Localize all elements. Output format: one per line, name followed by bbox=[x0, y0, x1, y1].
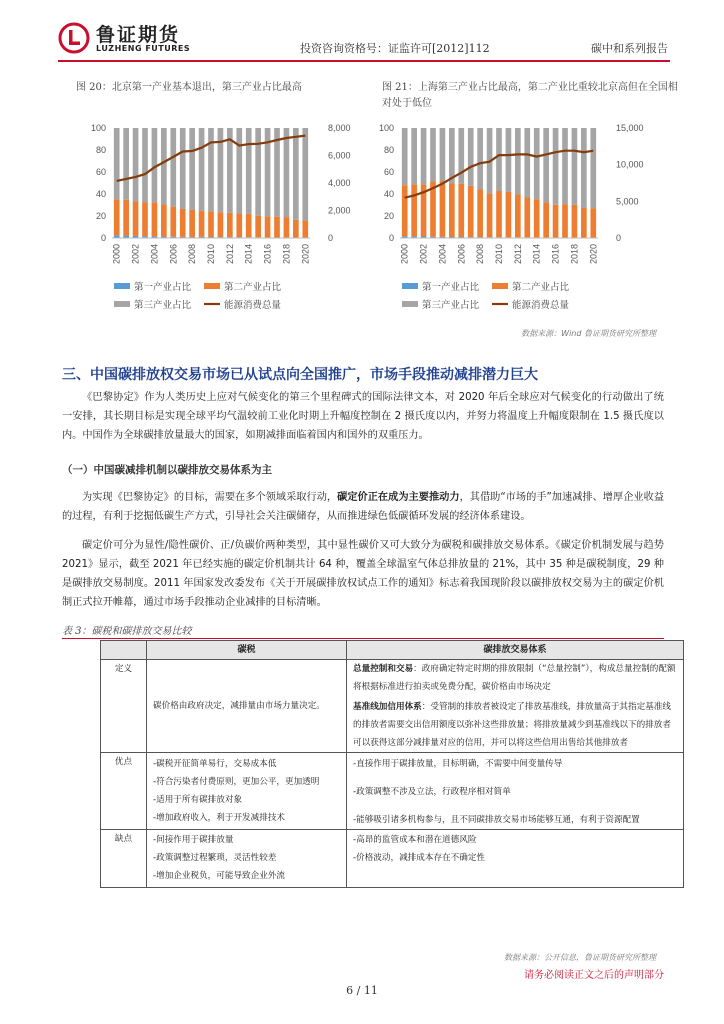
company-logo bbox=[58, 20, 208, 60]
list-item: -政策调整不涉及立法，行政程序相对简单 bbox=[353, 787, 511, 797]
legend-label: 第三产业占比 bbox=[134, 300, 192, 311]
bar-segment bbox=[449, 184, 455, 237]
x-tick-label: 2012 bbox=[224, 244, 235, 265]
bar-segment bbox=[180, 128, 186, 209]
page-number: 6 / 11 bbox=[346, 984, 378, 997]
bar-segment bbox=[161, 128, 167, 204]
bar-segment bbox=[506, 128, 512, 192]
x-tick-label: 2014 bbox=[243, 244, 254, 265]
legend-label: 第二产业占比 bbox=[224, 282, 282, 293]
x-tick-label: 2020 bbox=[300, 244, 311, 265]
bar-segment bbox=[590, 208, 596, 237]
subsection-heading: （一）中国碳减排机制以碳排放交易体系为主 bbox=[62, 464, 272, 476]
row-label-advantages: 优点 bbox=[101, 753, 147, 830]
bar-segment bbox=[246, 128, 252, 214]
cell-advantages-ets bbox=[347, 753, 684, 830]
y-right-tick-label: 5,000 bbox=[616, 196, 639, 207]
y-right-tick-label: 10,000 bbox=[616, 159, 644, 170]
y-left-tick-label: 40 bbox=[95, 189, 106, 199]
bar-segment bbox=[496, 191, 502, 237]
bar-segment bbox=[161, 204, 167, 236]
bar-segment bbox=[189, 128, 195, 210]
y-left-tick-label: 40 bbox=[383, 189, 394, 199]
x-tick-label: 2010 bbox=[206, 244, 216, 265]
legend-label: 第一产业占比 bbox=[134, 282, 192, 293]
list-item: -高昂的监管成本和潜在道德风险 bbox=[353, 835, 477, 845]
bar-segment bbox=[515, 128, 521, 195]
bar-segment bbox=[572, 128, 578, 205]
x-tick-label: 2012 bbox=[512, 244, 523, 265]
list-item: -符合污染者付费原则，更加公平，更加透明 bbox=[153, 777, 320, 787]
bar-segment bbox=[142, 128, 148, 202]
bar-segment bbox=[581, 128, 587, 208]
paragraph-carbon-price-types: 碳定价可分为显性/隐性碳价、正/负碳价两种类型，其中显性碳价又可大致分为碳税和碳排放交易体系。《碳定价机制发展与趋势 2021》显示，截至 2021 年已经实施的碳定价机制共计 64 种，覆盖全球温室气体总排放量的 21%，其中 35 种是碳税制度，29 种是碳排放交易制度。2011 年国家发改委发布《关于开展碳排放权试点工作的通知》标志着我国现阶段以碳排放权交易为主的碳定价机制正式拉开帷幕，通过市场手段推动企业减排的目标清晰。 bbox=[62, 540, 664, 608]
y-right-tick-label: 2,000 bbox=[328, 205, 351, 216]
row-label-definition: 定义 bbox=[101, 660, 147, 753]
bar-segment bbox=[114, 128, 120, 199]
bar-segment bbox=[562, 204, 568, 238]
logo-chinese-name: 鲁证期货 bbox=[96, 24, 181, 46]
table-header-empty bbox=[101, 641, 147, 660]
bar-segment bbox=[114, 199, 120, 235]
legend-label: 能源消费总量 bbox=[512, 300, 570, 311]
ets-cap-and-trade-term: 总量控制和交易 bbox=[353, 664, 414, 674]
bar-segment bbox=[449, 128, 455, 184]
bar-segment bbox=[133, 128, 139, 201]
table-top-rule bbox=[62, 638, 664, 639]
paragraph-paris-agreement: 《巴黎协定》作为人类历史上应对气候变化的第三个里程碑式的国际法律文本，对 2020 年后全球应对气候变化的行动做出了统一安排，其长期目标是实现全球平均气温较前工业化时期上升幅度控制在 2 摄氏度以内，并努力将温度上升幅度限制在 1.5 摄氏度以内。中国作为全球碳排放量最大的国家，如期减排面临着国内和国外的双重压力。 bbox=[62, 392, 664, 441]
bar-segment bbox=[562, 128, 568, 204]
bar-segment bbox=[458, 128, 464, 184]
ets-cap-and-trade-text: ：政府确定特定时期的排放限制（“总量控制”），构成总量控制的配额将根据标准进行拍卖或免费分配，碳价格由市场决定 bbox=[353, 664, 676, 692]
cell-definition-tax: 碳价格由政府决定，减排量由市场力量决定。 bbox=[147, 660, 347, 753]
header-divider bbox=[58, 60, 670, 62]
figure-20-chart bbox=[84, 118, 366, 322]
table-row-definition bbox=[101, 660, 684, 753]
y-right-tick-label: 0 bbox=[328, 233, 334, 243]
bar-segment bbox=[515, 195, 521, 238]
y-right-tick-label: 0 bbox=[616, 233, 622, 243]
license-number: 投资咨询资格号：证监许可[2012]112 bbox=[300, 42, 490, 55]
logo-english-name: LUZHENG FUTURES bbox=[96, 44, 191, 53]
bar-segment bbox=[236, 128, 242, 213]
bar-segment bbox=[284, 217, 290, 237]
list-item: -适用于所有碳排放对象 bbox=[153, 795, 243, 805]
cell-disadvantages-tax bbox=[147, 830, 347, 888]
row-label-disadvantages: 缺点 bbox=[101, 830, 147, 888]
bar-segment bbox=[553, 205, 559, 238]
bar-segment bbox=[227, 213, 233, 237]
list-item: -价格波动，减排成本存在不确定性 bbox=[353, 853, 486, 863]
y-left-tick-label: 60 bbox=[95, 167, 106, 177]
bar-segment bbox=[152, 202, 158, 236]
report-series-name: 碳中和系列报告 bbox=[591, 42, 668, 55]
bar-segment bbox=[236, 213, 242, 237]
bar-segment bbox=[189, 210, 195, 237]
x-tick-label: 2020 bbox=[588, 244, 599, 265]
bar-segment bbox=[421, 128, 427, 184]
x-tick-label: 2008 bbox=[475, 244, 486, 265]
bar-segment bbox=[284, 128, 290, 217]
bar-segment bbox=[402, 128, 408, 185]
legend-swatch bbox=[402, 301, 418, 307]
legend-label: 第二产业占比 bbox=[512, 282, 570, 293]
ets-baseline-credit-term: 基准线加信用体系 bbox=[353, 702, 422, 712]
x-tick-label: 2016 bbox=[550, 244, 561, 265]
figure-20-caption: 图 20：北京第一产业基本退出，第三产业占比最高 bbox=[76, 82, 302, 93]
x-tick-label: 2018 bbox=[569, 244, 580, 265]
legend-swatch bbox=[402, 283, 418, 289]
list-item: -直接作用于碳排放量，目标明确，不需要中间变量传导 bbox=[353, 759, 563, 769]
bar-segment bbox=[199, 128, 205, 211]
y-right-tick-label: 15,000 bbox=[616, 123, 644, 133]
y-left-tick-label: 60 bbox=[383, 167, 394, 177]
y-left-tick-label: 80 bbox=[95, 145, 106, 155]
table-row-disadvantages bbox=[101, 830, 684, 888]
para2-bold-text: 碳定价正在成为主要推动力 bbox=[337, 492, 460, 503]
x-tick-label: 2006 bbox=[168, 244, 179, 265]
bar-segment bbox=[411, 128, 417, 184]
y-right-tick-label: 6,000 bbox=[328, 150, 351, 161]
bar-segment bbox=[133, 201, 139, 236]
bar-segment bbox=[199, 211, 205, 237]
ets-definition-baseline-credit bbox=[353, 698, 677, 752]
list-item: -碳税开征简单易行，交易成本低 bbox=[153, 759, 277, 769]
bar-segment bbox=[440, 128, 446, 181]
bar-segment bbox=[274, 217, 280, 238]
list-item: -增加政府收入，利于开发减排技术 bbox=[153, 813, 286, 823]
ets-definition-cap-and-trade bbox=[353, 660, 677, 696]
bar-segment bbox=[543, 128, 549, 203]
x-tick-label: 2002 bbox=[130, 244, 141, 265]
list-item: -政策调整过程繁琐，灵活性较差 bbox=[153, 853, 277, 863]
y-right-tick-label: 8,000 bbox=[328, 123, 351, 133]
x-tick-label: 2018 bbox=[281, 244, 292, 265]
x-tick-label: 2004 bbox=[437, 244, 448, 265]
legend-swatch bbox=[492, 283, 508, 289]
ets-baseline-credit-text: ：受管制的排放者被设定了排放基准线，排放量高于其指定基准线的排放者需要交出信用额度以弥补这些排放量；将排放量减少到基准线以下的排放者可以获得这部分减排量对应的信用，并可以将这些信用出售给其他排放者 bbox=[353, 702, 671, 748]
bar-segment bbox=[477, 128, 483, 189]
bar-segment bbox=[411, 184, 417, 236]
paragraph-carbon-pricing bbox=[62, 488, 664, 526]
bar-segment bbox=[440, 181, 446, 237]
bar-segment bbox=[302, 220, 308, 237]
bar-segment bbox=[255, 128, 261, 216]
legend-swatch bbox=[204, 283, 220, 289]
bar-segment bbox=[487, 193, 493, 237]
bar-segment bbox=[142, 202, 148, 236]
disclaimer-note: 请务必阅读正文之后的声明部分 bbox=[524, 970, 664, 981]
legend-label: 第一产业占比 bbox=[422, 282, 480, 293]
figure-21-chart bbox=[372, 118, 654, 322]
list-item: -间接作用于碳排放量 bbox=[153, 835, 234, 845]
bar-segment bbox=[581, 208, 587, 238]
legend-swatch bbox=[114, 301, 130, 307]
bar-segment bbox=[506, 192, 512, 237]
y-left-tick-label: 100 bbox=[378, 123, 394, 133]
table-header-row bbox=[101, 641, 684, 660]
para2-text-a: 为实现《巴黎协定》的目标，需要在多个领域采取行动， bbox=[82, 492, 338, 503]
y-left-tick-label: 0 bbox=[388, 233, 394, 243]
y-left-tick-label: 100 bbox=[90, 123, 106, 133]
list-item: -能够吸引诸多机构参与，且不同碳排放交易市场能够互通，有利于资源配置 bbox=[353, 815, 640, 825]
section-title: 三、中国碳排放权交易市场已从试点向全国推广，市场手段推动减排潜力巨大 bbox=[62, 367, 538, 383]
y-left-tick-label: 0 bbox=[100, 233, 106, 243]
bar-segment bbox=[477, 189, 483, 237]
bar-segment bbox=[293, 220, 299, 238]
list-item: -增加企业税负，可能导致企业外流 bbox=[153, 871, 286, 881]
legend-swatch bbox=[114, 283, 130, 289]
y-left-tick-label: 80 bbox=[383, 145, 394, 155]
table-header-ets: 碳排放交易体系 bbox=[347, 641, 684, 660]
legend-label: 能源消费总量 bbox=[224, 300, 282, 311]
cell-definition-ets bbox=[347, 660, 684, 753]
bar-segment bbox=[458, 184, 464, 237]
x-tick-label: 2016 bbox=[262, 244, 273, 265]
table-header-carbon-tax: 碳税 bbox=[147, 641, 347, 660]
page-header bbox=[0, 0, 724, 62]
bar-segment bbox=[430, 128, 436, 182]
y-left-tick-label: 20 bbox=[95, 211, 106, 221]
bar-segment bbox=[590, 128, 596, 208]
y-left-tick-label: 20 bbox=[383, 211, 394, 221]
bar-segment bbox=[572, 205, 578, 238]
bar-segment bbox=[180, 209, 186, 237]
x-tick-label: 2006 bbox=[456, 244, 467, 265]
x-tick-label: 2004 bbox=[149, 244, 160, 265]
x-tick-label: 2014 bbox=[531, 244, 542, 265]
table-source-note: 数据来源：公开信息，鲁证期货研究所整理 bbox=[504, 953, 656, 962]
x-tick-label: 2000 bbox=[111, 244, 122, 265]
bar-segment bbox=[123, 128, 129, 200]
table-3-caption: 表 3：碳税和碳排放交易比较 bbox=[62, 626, 192, 637]
bar-segment bbox=[302, 128, 308, 220]
x-tick-label: 2008 bbox=[187, 244, 198, 265]
figure-21-caption: 图 21：上海第三产业占比最高，第二产业比重较北京高但在全国相对处于低位 bbox=[382, 82, 678, 109]
para2-text-b: ，其借助“市场的手”加速减排、增厚企业收益的过程，有利于挖掘低碳生产方式，引导社会关注碳储存，从而推进绿色低碳循环发展的经济体系建设。 bbox=[62, 492, 665, 522]
bar-segment bbox=[524, 128, 530, 198]
figure-source-note: 数据来源：Wind 鲁证期货研究所整理 bbox=[521, 329, 656, 338]
y-right-tick-label: 4,000 bbox=[328, 178, 351, 188]
x-tick-label: 2010 bbox=[494, 244, 504, 265]
bar-segment bbox=[265, 216, 271, 237]
bar-segment bbox=[208, 211, 214, 237]
bar-segment bbox=[218, 212, 224, 237]
bar-segment bbox=[293, 128, 299, 220]
bar-segment bbox=[524, 198, 530, 238]
bar-segment bbox=[246, 214, 252, 237]
bar-segment bbox=[170, 207, 176, 237]
bar-segment bbox=[534, 199, 540, 237]
cell-advantages-tax bbox=[147, 753, 347, 830]
bar-segment bbox=[534, 128, 540, 199]
bar-segment bbox=[468, 128, 474, 186]
bar-segment bbox=[468, 186, 474, 237]
x-tick-label: 2002 bbox=[418, 244, 429, 265]
x-tick-label: 2000 bbox=[399, 244, 410, 265]
table-row-advantages bbox=[101, 753, 684, 830]
luzheng-logo-icon bbox=[58, 22, 90, 54]
bar-segment bbox=[496, 128, 502, 191]
bar-segment bbox=[543, 203, 549, 238]
bar-segment bbox=[255, 216, 261, 238]
carbon-tax-vs-ets-table bbox=[100, 640, 684, 888]
bar-segment bbox=[208, 128, 214, 211]
bar-segment bbox=[123, 200, 129, 236]
legend-label: 第三产业占比 bbox=[422, 300, 480, 311]
bar-segment bbox=[170, 128, 176, 207]
cell-disadvantages-ets bbox=[347, 830, 684, 888]
bar-segment bbox=[402, 185, 408, 236]
bar-segment bbox=[553, 128, 559, 205]
